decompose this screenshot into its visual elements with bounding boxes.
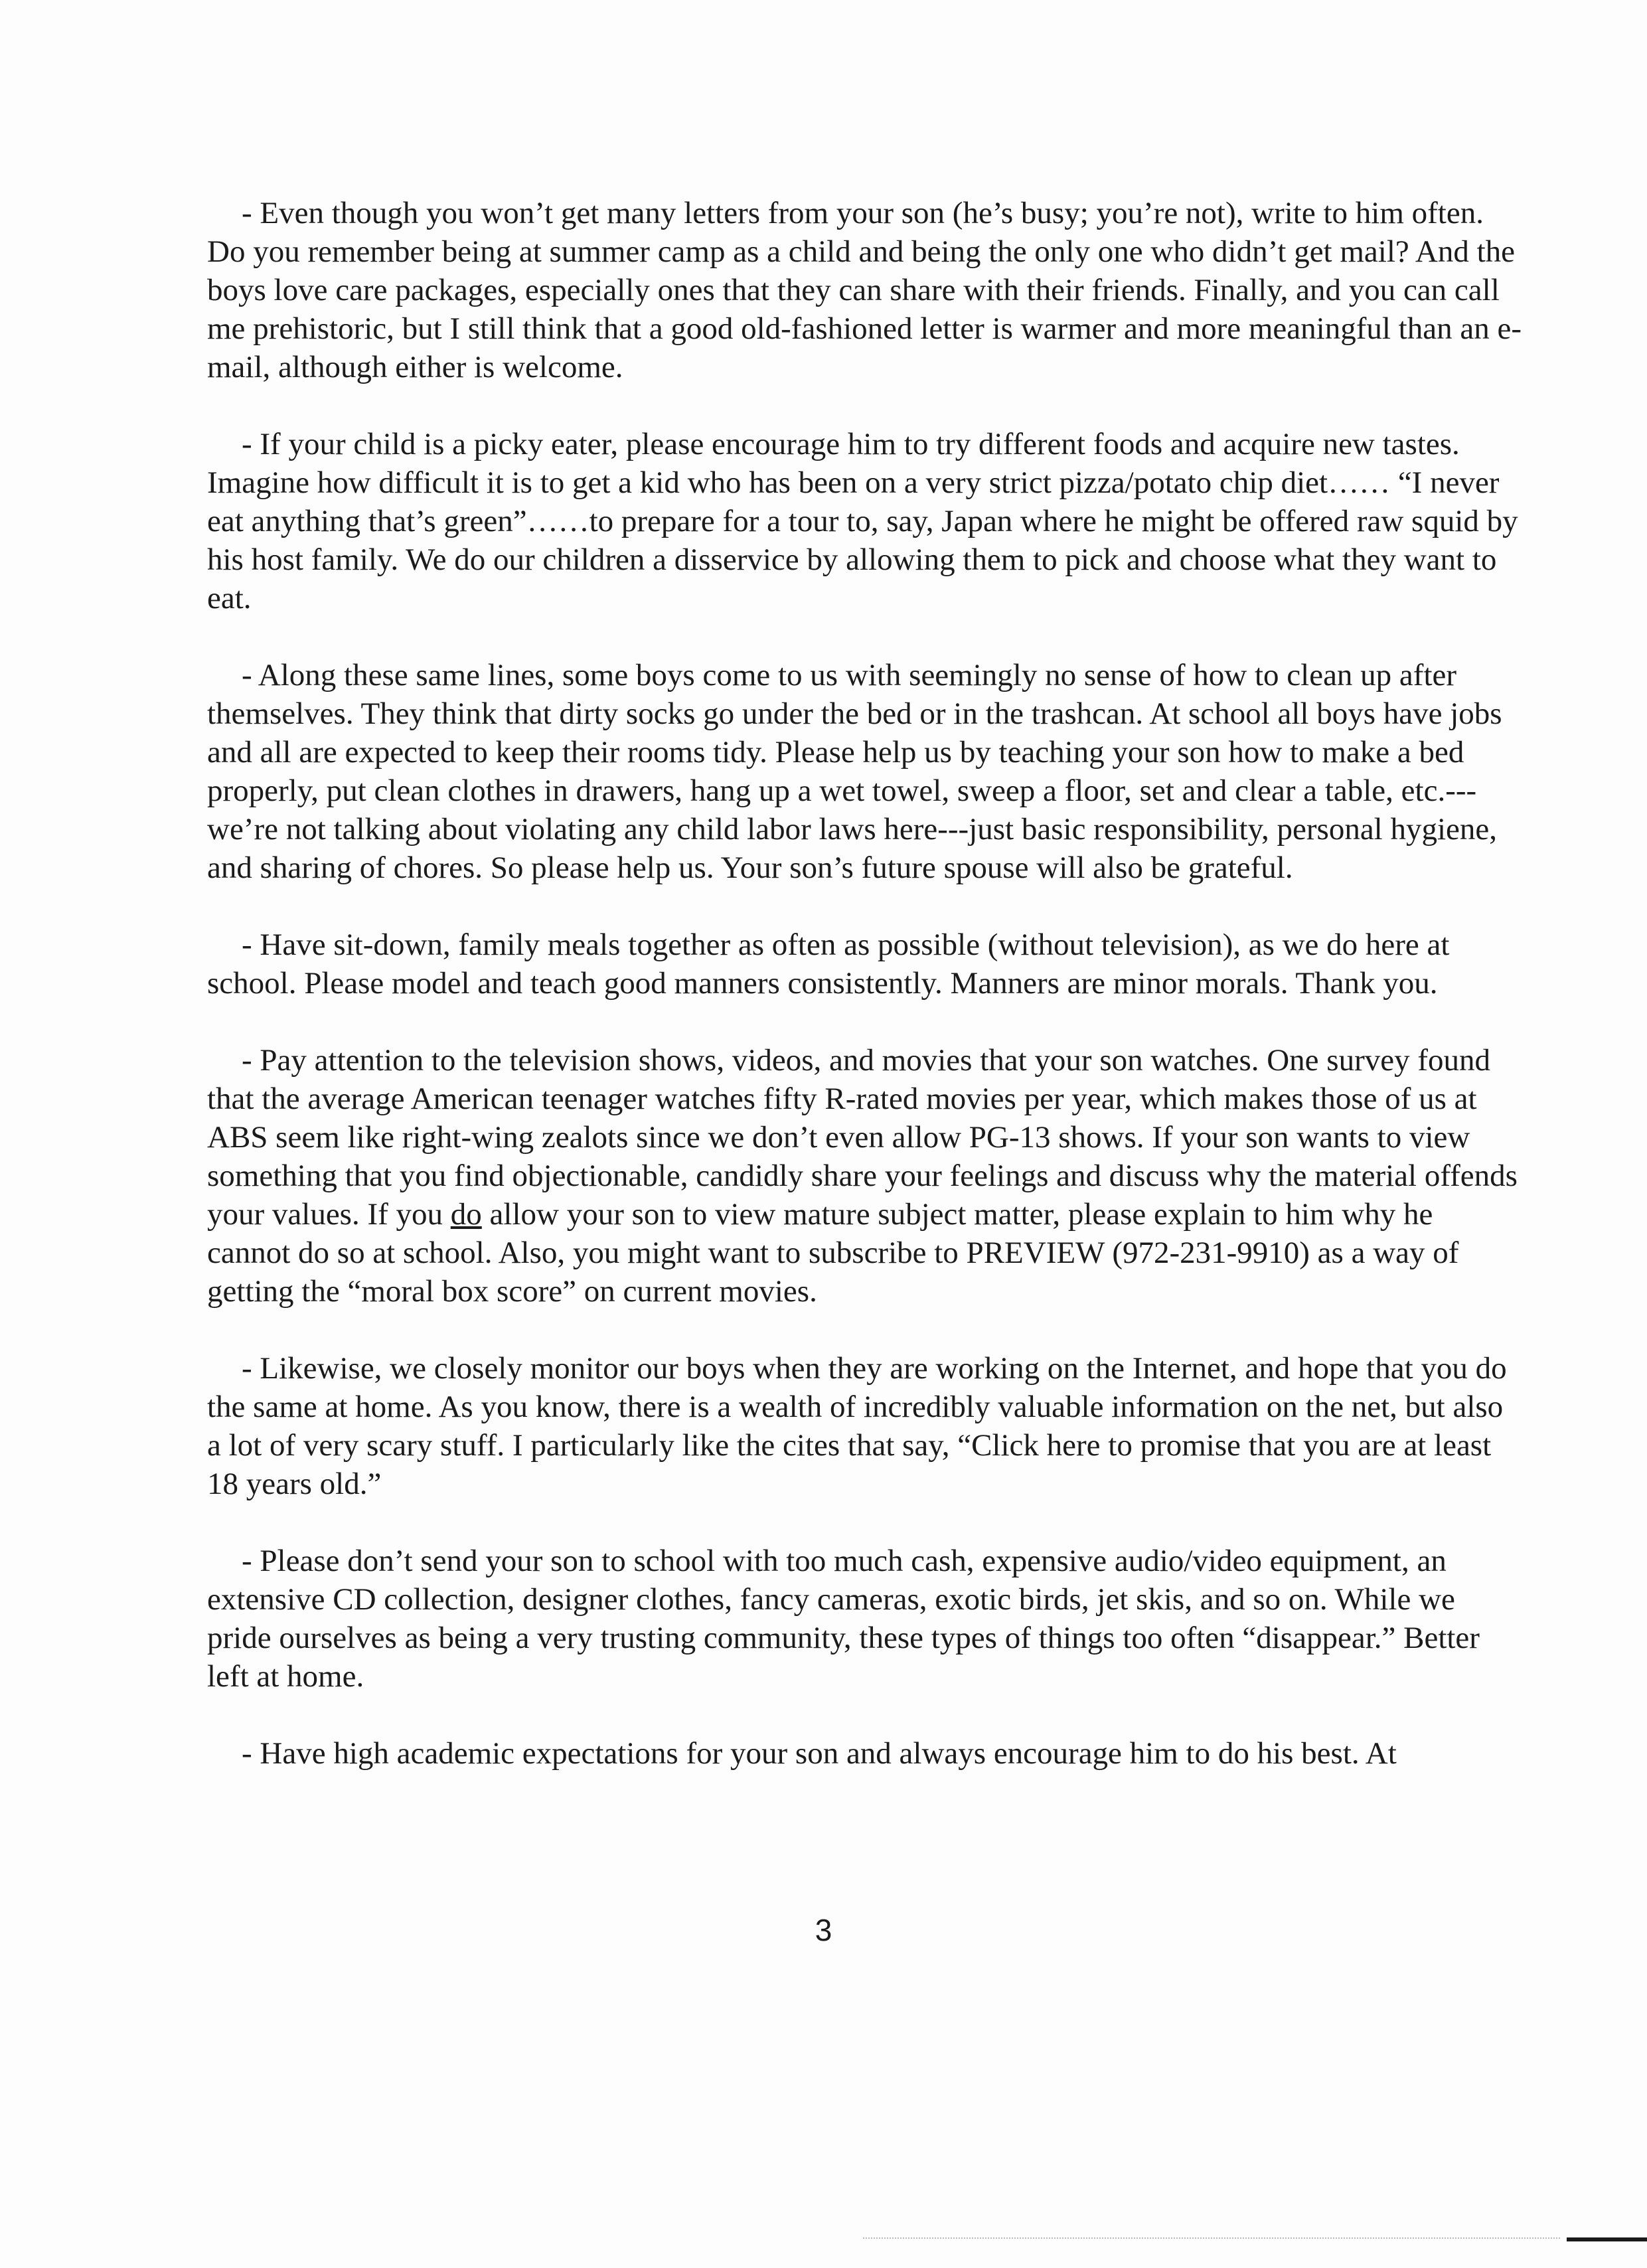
paragraph-internet: - Likewise, we closely monitor our boys when they are working on the Internet, and hope that you do the same at home. As you know, there is a wealth of incredibly valuable information on the net, but also a lot of very scary stuff. I particularly like the cites that say, “Click here to promise that you are at least 18 years old.”: [207, 1351, 1507, 1501]
paragraph-television-text-1: - Pay attention to the television shows, videos, and movies that your son watches. One survey found that the average American teenager watches fifty R-rated movies per year, which makes those of us at ABS seem like right-wing zealots since we don’t even allow PG-13 shows. If your son wants to view something that you find objectionable, candidly share your feelings and discuss why the material offends your values. If you: [207, 1043, 1518, 1232]
underlined-do: do: [450, 1197, 482, 1232]
paragraph-academic: - Have high academic expectations for your son and always encourage him to do his best. At: [242, 1736, 1397, 1771]
paragraph-television: [207, 1041, 1522, 1311]
paragraph-letters: - Even though you won’t get many letters from your son (he’s busy; you’re not), write to him often. Do you remember being at summer camp as a child and being the only one who didn’t get mail? And the boys love care packages, especially ones that they can share with their friends. Finally, and you can call me prehistoric, but I still think that a good old-fashioned letter is warmer and more meaningful than an e-mail, although either is welcome.: [207, 196, 1522, 384]
scan-artifact-dots: [863, 2237, 1560, 2240]
paragraph-valuables: - Please don’t send your son to school with too much cash, expensive audio/video equipment, an extensive CD collection, designer clothes, fancy cameras, exotic birds, jet skis, and so on. While we pride ourselves as being a very trusting community, these types of things too often “disappear.” Better left at home.: [207, 1544, 1480, 1694]
paragraph-family-meals: - Have sit-down, family meals together as often as possible (without television), as we do here at school. Please model and teach good manners consistently. Manners are minor morals. Thank you.: [207, 928, 1450, 1001]
paragraph-picky-eater: - If your child is a picky eater, please encourage him to try different foods and acquire new tastes. Imagine how difficult it is to get a kid who has been on a very strict pizza/potato chip diet…… “I never eat anything that’s green”……to prepare for a tour to, say, Japan where he might be offered raw squid by his host family. We do our children a disservice by allowing them to pick and choose what they want to eat.: [207, 427, 1518, 615]
scan-artifact-edge: [1567, 2237, 1647, 2241]
document-body: [207, 194, 1522, 1811]
paragraph-television-text-2: allow your son to view mature subject matter, please explain to him why he cannot do so at school. Also, you might want to subscribe to PREVIEW (972-231-9910) as a way of getting the “moral box score” on current movies.: [207, 1197, 1459, 1309]
page-number: 3: [815, 1913, 832, 1947]
paragraph-clean-up: - Along these same lines, some boys come to us with seemingly no sense of how to clean up after themselves. They think that dirty socks go under the bed or in the trashcan. At school all boys have jobs and all are expected to keep their rooms tidy. Please help us by teaching your son how to make a bed properly, put clean clothes in drawers, hang up a wet towel, sweep a floor, set and clear a table, etc.---we’re not talking about violating any child labor laws here---just basic responsibility, personal hygiene, and sharing of chores. So please help us. Your son’s future spouse will also be grateful.: [207, 658, 1502, 885]
